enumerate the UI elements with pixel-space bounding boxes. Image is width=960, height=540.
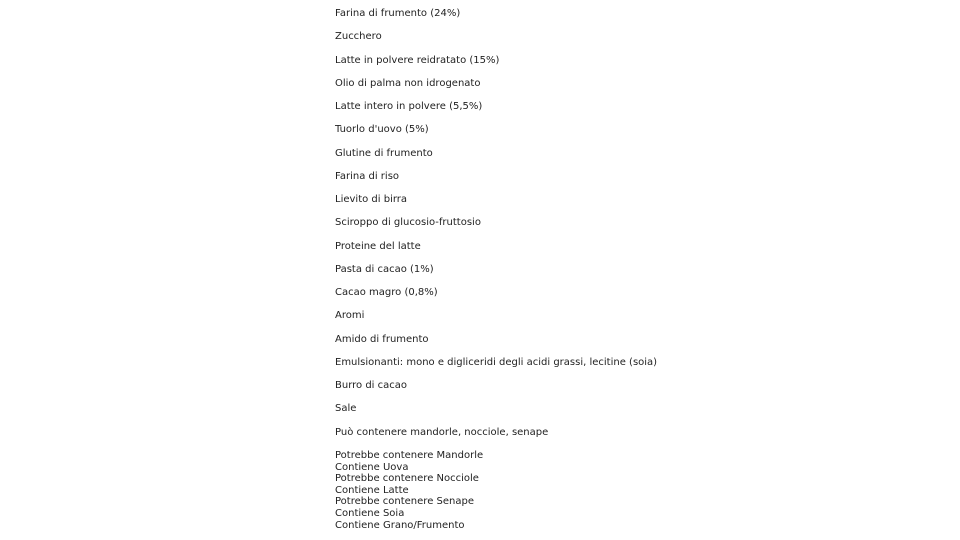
ingredients-list — [335, 8, 657, 450]
ingredient-item: Può contenere mandorle, nocciole, senape — [335, 426, 549, 438]
ingredient-item: Latte intero in polvere (5,5%) — [335, 101, 483, 112]
ingredient-item: Olio di palma non idrogenato — [335, 77, 481, 89]
ingredient-item: Emulsionanti: mono e digliceridi degli acidi grassi, lecitine (soia) — [335, 356, 658, 368]
allergen-item: Contiene Soia — [335, 507, 405, 519]
ingredient-item: Burro di cacao — [335, 380, 407, 391]
ingredient-item: Farina di riso — [335, 170, 400, 182]
ingredient-item: Farina di frumento (24%) — [335, 8, 461, 19]
ingredient-item: Cacao magro (0,8%) — [335, 287, 438, 298]
ingredient-item: Aromi — [335, 310, 365, 322]
ingredient-item: Zucchero — [335, 31, 382, 43]
ingredient-item: Sciroppo di glucosio-fruttosio — [335, 217, 481, 229]
allergen-item: Potrebbe contenere Senape — [335, 496, 474, 508]
ingredient-item: Glutine di frumento — [335, 147, 433, 159]
ingredient-item: Amido di frumento — [335, 333, 429, 345]
ingredient-item: Pasta di cacao (1%) — [335, 263, 434, 275]
allergen-item: Potrebbe contenere Nocciole — [335, 473, 479, 485]
allergen-item: Contiene Uova — [335, 461, 409, 473]
ingredient-item: Proteine del latte — [335, 240, 421, 252]
ingredient-item: Tuorlo d'uovo (5%) — [335, 124, 429, 136]
allergen-item: Potrebbe contenere Mandorle — [335, 450, 484, 461]
allergen-item: Contiene Latte — [335, 484, 409, 496]
ingredient-item: Lievito di birra — [335, 194, 408, 205]
allergen-item: Contiene Grano/Frumento — [335, 519, 465, 531]
ingredient-item: Latte in polvere reidratato (15%) — [335, 54, 500, 66]
allergens-list — [335, 450, 483, 531]
ingredient-item: Sale — [335, 403, 357, 415]
